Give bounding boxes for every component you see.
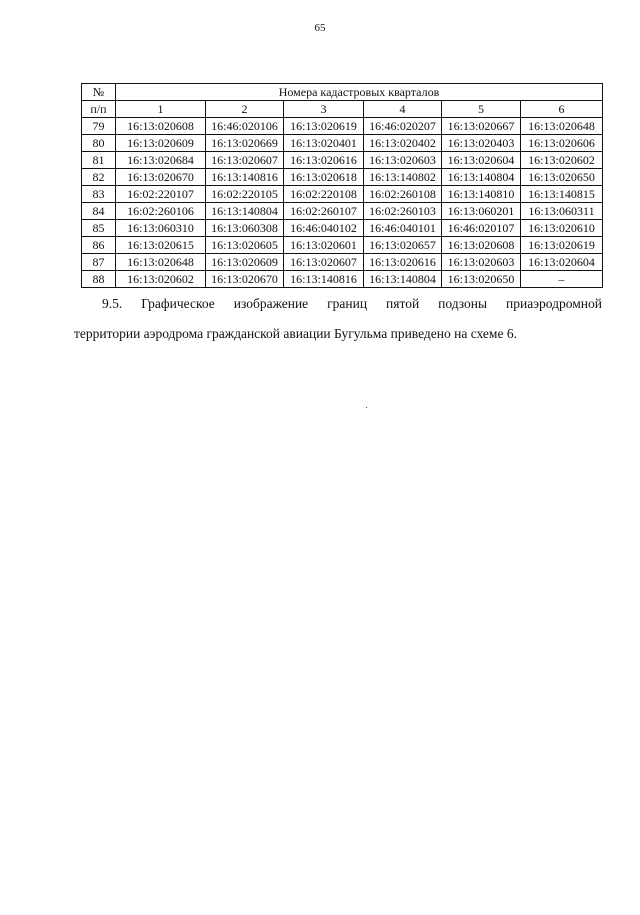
table-row <box>82 237 603 254</box>
table-row <box>82 220 603 237</box>
header-pp: п/п <box>82 101 116 118</box>
cadastral-quarter-cell: 16:13:060310 <box>116 220 206 237</box>
row-number: 82 <box>82 169 116 186</box>
cadastral-quarter-cell: 16:13:020604 <box>521 254 603 271</box>
column-header-4: 4 <box>364 101 442 118</box>
cadastral-quarter-cell: – <box>521 271 603 288</box>
column-header-1: 1 <box>116 101 206 118</box>
cadastral-quarter-cell: 16:13:020403 <box>442 135 521 152</box>
cadastral-quarter-cell: 16:13:020619 <box>284 118 364 135</box>
table-row <box>82 169 603 186</box>
header-number-sign: № <box>82 84 116 101</box>
cadastral-quarter-cell: 16:13:020601 <box>284 237 364 254</box>
cadastral-quarter-cell: 16:13:020602 <box>116 271 206 288</box>
table-body <box>82 118 603 288</box>
cadastral-quarter-cell: 16:13:020670 <box>116 169 206 186</box>
table-row <box>82 118 603 135</box>
paragraph-line-1: 9.5. Графическое изображение границ пятой подзоны приаэродромной <box>102 296 602 311</box>
row-number: 81 <box>82 152 116 169</box>
table-row <box>82 152 603 169</box>
cadastral-quarter-cell: 16:13:020657 <box>364 237 442 254</box>
cadastral-quarter-cell: 16:13:140804 <box>206 203 284 220</box>
cadastral-quarter-cell: 16:46:020106 <box>206 118 284 135</box>
row-number: 83 <box>82 186 116 203</box>
cadastral-quarter-cell: 16:13:020608 <box>442 237 521 254</box>
cadastral-quarter-cell: 16:13:020648 <box>116 254 206 271</box>
cadastral-quarter-cell: 16:13:020669 <box>206 135 284 152</box>
cadastral-quarter-cell: 16:13:140810 <box>442 186 521 203</box>
cadastral-quarter-cell: 16:13:020650 <box>442 271 521 288</box>
cadastral-quarter-cell: 16:13:140804 <box>442 169 521 186</box>
cadastral-quarter-cell: 16:13:140816 <box>284 271 364 288</box>
cadastral-quarter-cell: 16:13:020667 <box>442 118 521 135</box>
row-number: 87 <box>82 254 116 271</box>
page-number: 65 <box>314 22 326 34</box>
cadastral-quarter-cell: 16:13:020602 <box>521 152 603 169</box>
cadastral-quarters-table <box>81 83 603 288</box>
cadastral-quarter-cell: 16:13:020610 <box>521 220 603 237</box>
cadastral-quarter-cell: 16:13:140802 <box>364 169 442 186</box>
cadastral-quarter-cell: 16:02:220107 <box>116 186 206 203</box>
cadastral-quarter-cell: 16:13:020609 <box>116 135 206 152</box>
table-row <box>82 271 603 288</box>
column-header-5: 5 <box>442 101 521 118</box>
row-number: 86 <box>82 237 116 254</box>
cadastral-quarter-cell: 16:46:020107 <box>442 220 521 237</box>
cadastral-quarter-cell: 16:13:020608 <box>116 118 206 135</box>
cadastral-quarter-cell: 16:46:020207 <box>364 118 442 135</box>
cadastral-quarter-cell: 16:13:020606 <box>521 135 603 152</box>
row-number: 80 <box>82 135 116 152</box>
cadastral-quarter-cell: 16:02:220105 <box>206 186 284 203</box>
cadastral-quarter-cell: 16:02:220108 <box>284 186 364 203</box>
cadastral-quarter-cell: 16:13:020605 <box>206 237 284 254</box>
cadastral-quarter-cell: 16:13:020670 <box>206 271 284 288</box>
cadastral-quarter-cell: 16:13:020615 <box>116 237 206 254</box>
row-number: 79 <box>82 118 116 135</box>
cadastral-quarter-cell: 16:02:260106 <box>116 203 206 220</box>
cadastral-quarter-cell: 16:13:020401 <box>284 135 364 152</box>
cadastral-quarter-cell: 16:13:020650 <box>521 169 603 186</box>
column-header-2: 2 <box>206 101 284 118</box>
cadastral-quarter-cell: 16:13:140815 <box>521 186 603 203</box>
cadastral-quarter-cell: 16:13:060311 <box>521 203 603 220</box>
cadastral-quarter-cell: 16:13:020616 <box>364 254 442 271</box>
cadastral-quarter-cell: 16:13:020648 <box>521 118 603 135</box>
column-header-3: 3 <box>284 101 364 118</box>
table-row <box>82 203 603 220</box>
cadastral-quarter-cell: 16:13:020607 <box>206 152 284 169</box>
header-group-title: Номера кадастровых кварталов <box>116 84 603 101</box>
cadastral-quarter-cell: 16:13:020604 <box>442 152 521 169</box>
cadastral-quarter-cell: 16:13:140804 <box>364 271 442 288</box>
table-row <box>82 135 603 152</box>
cadastral-quarter-cell: 16:46:040102 <box>284 220 364 237</box>
cadastral-quarter-cell: 16:13:060201 <box>442 203 521 220</box>
row-number: 88 <box>82 271 116 288</box>
table-row <box>82 254 603 271</box>
cadastral-quarter-cell: 16:02:260103 <box>364 203 442 220</box>
cadastral-quarter-cell: 16:13:020402 <box>364 135 442 152</box>
column-header-6: 6 <box>521 101 603 118</box>
table-row <box>82 186 603 203</box>
cadastral-quarter-cell: 16:13:020603 <box>442 254 521 271</box>
cadastral-quarter-cell: 16:13:020619 <box>521 237 603 254</box>
cadastral-quarter-cell: 16:13:060308 <box>206 220 284 237</box>
cadastral-quarter-cell: 16:13:020618 <box>284 169 364 186</box>
row-number: 84 <box>82 203 116 220</box>
cadastral-quarter-cell: 16:13:140816 <box>206 169 284 186</box>
cadastral-quarter-cell: 16:02:260107 <box>284 203 364 220</box>
scan-speck <box>366 407 367 408</box>
cadastral-quarter-cell: 16:13:020616 <box>284 152 364 169</box>
cadastral-quarter-cell: 16:13:020684 <box>116 152 206 169</box>
table-header-row-2 <box>82 101 603 118</box>
table-header-row-1 <box>82 84 603 101</box>
cadastral-quarter-cell: 16:46:040101 <box>364 220 442 237</box>
cadastral-quarter-cell: 16:13:020607 <box>284 254 364 271</box>
cadastral-quarter-cell: 16:13:020609 <box>206 254 284 271</box>
cadastral-quarter-cell: 16:02:260108 <box>364 186 442 203</box>
cadastral-quarter-cell: 16:13:020603 <box>364 152 442 169</box>
paragraph-line-2: территории аэродрома гражданской авиации Бугульма приведено на схеме 6. <box>74 326 517 341</box>
row-number: 85 <box>82 220 116 237</box>
